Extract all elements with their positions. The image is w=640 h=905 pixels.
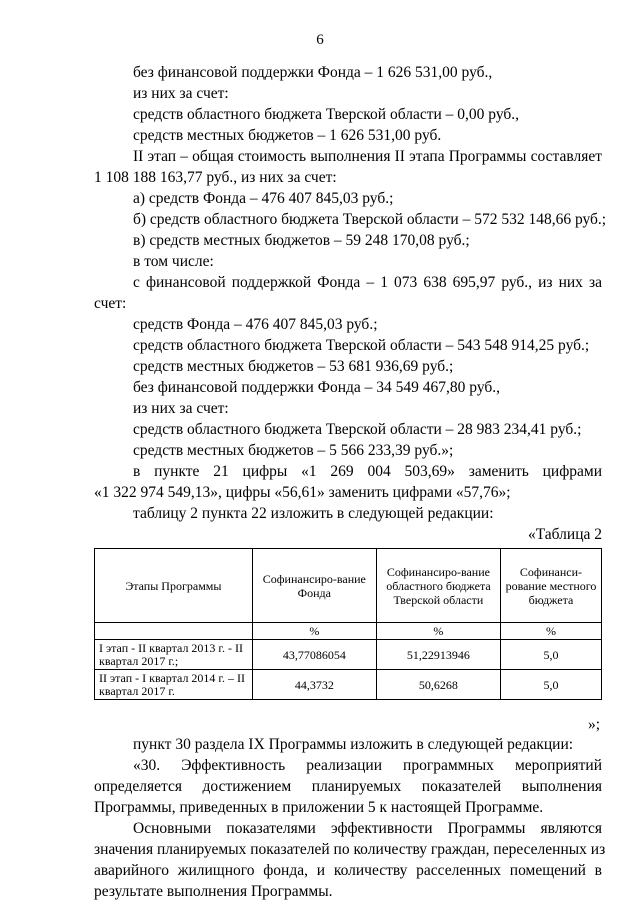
text-line: без финансовой поддержки Фонда – 34 549 467,80 руб.,	[133, 379, 501, 396]
value-cell: 50,6268	[376, 670, 500, 700]
text-line: II этап – общая стоимость выполнения II этапа Программы составляет	[133, 148, 602, 165]
text-line: «30. Эффективность реализации программных мероприятий	[133, 757, 602, 774]
value-cell: 44,3732	[252, 670, 376, 700]
value-cell: 5,0	[500, 670, 601, 700]
unit-cell: %	[376, 623, 500, 640]
value-cell: 43,77086054	[252, 640, 376, 670]
value-cell: 51,22913946	[376, 640, 500, 670]
unit-cell: %	[252, 623, 376, 640]
text-line: без финансовой поддержки Фонда – 1 626 531,00 руб.,	[133, 64, 493, 81]
text-line: средств областного бюджета Тверской области – 543 548 914,25 руб.;	[133, 337, 590, 354]
text-line: результате выполнения Программы.	[94, 883, 333, 900]
text-line: в) средств местных бюджетов – 59 248 170,08 руб.;	[133, 232, 470, 249]
text-line: б) средств областного бюджета Тверской области – 572 532 148,66 руб.;	[133, 211, 607, 228]
unit-empty-cell	[95, 623, 253, 640]
header-fund: Софинансиро-вание Фонда	[252, 549, 376, 623]
text-line: в пункте 21 цифры «1 269 004 503,69» заменить цифрами	[133, 463, 602, 480]
text-line: из них за счет:	[133, 400, 229, 417]
header-regional-budget: Софинансиро-вание областного бюджета Тверской области	[376, 549, 500, 623]
table-row	[95, 670, 602, 700]
text-line: значения планируемых показателей по количеству граждан, переселенных из	[94, 841, 606, 858]
text-line: средств областного бюджета Тверской области – 28 983 234,41 руб.;	[133, 421, 582, 438]
unit-cell: %	[500, 623, 601, 640]
table-caption: «Таблица 2	[527, 526, 602, 543]
text-line: а) средств Фонда – 476 407 845,03 руб.;	[133, 190, 394, 207]
stage-cell: I этап - II квартал 2013 г. - II квартал 2017 г.;	[95, 640, 253, 670]
text-line: средств местных бюджетов – 5 566 233,39 руб.»;	[133, 442, 454, 459]
text-line: средств местных бюджетов – 1 626 531,00 руб.	[133, 127, 442, 144]
text-line: в том числе:	[133, 253, 214, 270]
header-local-budget: Софинанси-рование местного бюджета	[500, 549, 601, 623]
table-2	[94, 548, 602, 700]
text-line: аварийного жилищного фонда, и количеству расселенных помещений в	[94, 862, 602, 879]
text-line: определяется достижением планируемых показателей выполнения	[94, 778, 602, 795]
text-line: средств областного бюджета Тверской области – 0,00 руб.,	[133, 106, 520, 123]
stage-cell: II этап - I квартал 2014 г. – II квартал 2017 г.	[95, 670, 253, 700]
text-line: «1 322 974 549,13», цифры «56,61» заменить цифрами «57,76»;	[94, 484, 511, 501]
text-line: Программы, приведенных в приложении 5 к настоящей Программе.	[94, 799, 544, 816]
text-line: пункт 30 раздела IX Программы изложить в следующей редакции:	[133, 736, 574, 753]
value-cell: 5,0	[500, 640, 601, 670]
text-line: средств местных бюджетов – 53 681 936,69 руб.;	[133, 358, 454, 375]
text-line: с финансовой поддержкой Фонда – 1 073 638 695,97 руб., из них за	[133, 274, 602, 291]
text-line: счет:	[94, 295, 127, 312]
text-line: таблицу 2 пункта 22 изложить в следующей редакции:	[133, 505, 494, 522]
text-line: из них за счет:	[133, 85, 229, 102]
table-row	[95, 640, 602, 670]
text-line: »;	[587, 716, 600, 733]
page-number: 6	[316, 32, 324, 48]
text-line: средств Фонда – 476 407 845,03 руб.;	[133, 316, 378, 333]
text-line: Основными показателями эффективности Программы являются	[133, 820, 602, 837]
text-line: 1 108 188 163,77 руб., из них за счет:	[94, 169, 337, 186]
header-stages: Этапы Программы	[95, 549, 253, 623]
